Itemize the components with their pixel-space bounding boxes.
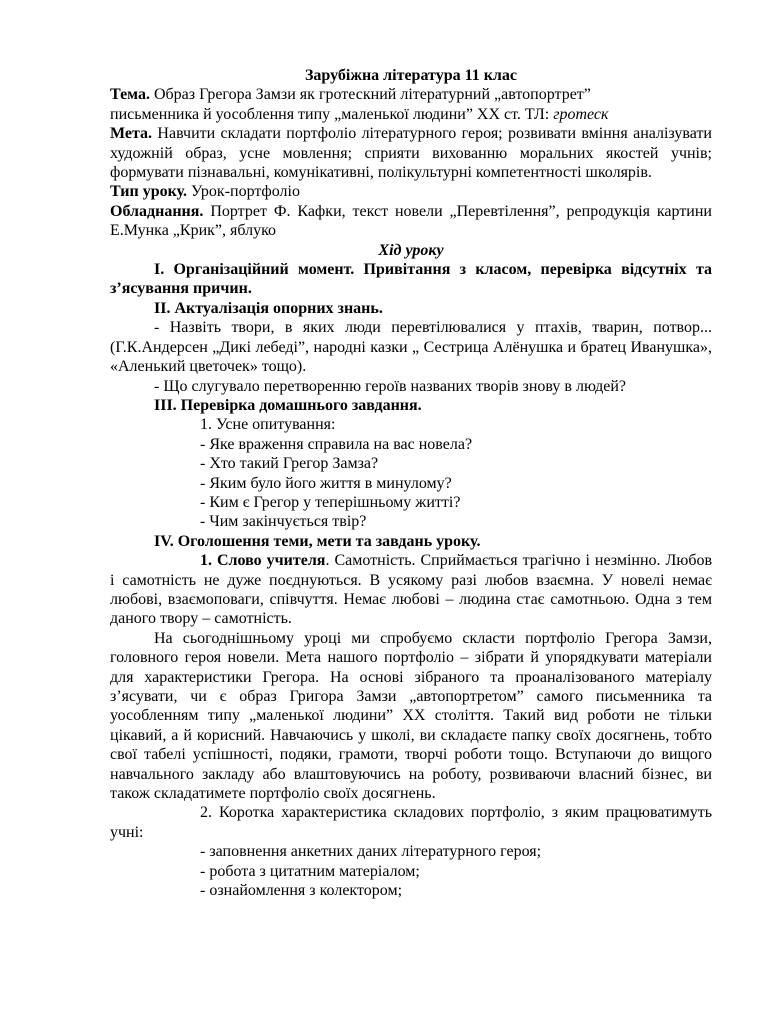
theme-text-line2: письменника й уособлення типу „маленької людини” XX ст. ТЛ: <box>110 105 554 123</box>
goal-label: Мета. <box>110 125 153 143</box>
lesson-type-text: Урок-портфоліо <box>191 183 300 201</box>
section-4-paragraph-2: На сьогоднішньому уроці ми спробуємо скласти портфоліо Грегора Замзи, головного героя новели. Мета нашого портфоліо – зібрати й упорядкувати матеріали для характеристики Грегора. На основі зібраного та проаналізованого матеріалу з’ясувати, чи є образ Григора Замзи „автопортретом” самого письменника та уособленням типу „маленької людини” XX століття. Такий вид роботи не тільки цікавий, а й корисний. Навчаючись у школі, ви складаєте папку своїх досягнень, тобто свої табелі успішності, подяки, грамоти, творчі роботи тощо. Вступаючи до вищого навчального закладу або влаштовуючись на роботу, розвиваючи власний бізнес, ви також складатимете портфоліо своїх досягнень. <box>110 629 712 803</box>
theme-label: Тема. <box>110 86 150 104</box>
section-1-heading: I. Організаційний момент. Привітання з класом, перевірка відсутніх та з’ясування причин. <box>110 261 712 298</box>
list-item: - робота з цитатним матеріалом; <box>200 862 420 880</box>
section-4-paragraph-3: 2. Коротка характеристика складових портфоліо, з яким працюватимуть учні: <box>110 804 712 841</box>
theme-text-line1: Образ Грегора Замзи як гротескний літературний „автопортрет” <box>153 86 591 104</box>
lesson-type-label: Тип уроку. <box>110 183 187 201</box>
list-item: - Хто такий Грегор Замза? <box>200 455 379 473</box>
section-2-heading: II. Актуалізація опорних знань. <box>154 299 383 317</box>
theme-term: гротеск <box>553 105 609 123</box>
section-4-paragraph-1 <box>110 551 712 629</box>
goal-text: Навчити складати портфоліо літературного героя; розвивати вміння аналізувати художній образ, усне мовлення; сприяти вихованню моральних якостей учнів; формувати пізнавальні, комунікативні, полікультурні компетентності школярів. <box>110 125 712 182</box>
goal-paragraph <box>110 124 712 182</box>
equipment-paragraph <box>110 202 712 241</box>
lesson-flow-heading: Хід уроку <box>378 241 444 259</box>
list-item: - Яке враження справила на вас новела? <box>200 435 473 453</box>
list-item: - Чим закінчується твір? <box>200 513 367 531</box>
equipment-text: Портрет Ф. Кафки, текст новели „Перевтілення”, репродукція картини Е.Мунка „Крик”, яблуко <box>110 202 712 240</box>
theme-paragraph <box>110 85 712 104</box>
equipment-label: Обладнання. <box>110 202 204 220</box>
list-item: - Яким було його життя в минулому? <box>200 474 452 492</box>
section-2-question-2: - Що слугувало перетворенню героїв названих творів знову в людей? <box>154 377 626 395</box>
theme-line2 <box>110 105 712 124</box>
teacher-word-text: . Самотність. Сприймається трагічно і незмінно. Любов і самотність не дуже поєднуються. В усякому разі любов взаємна. У новелі немає любові, взаємоповаги, співчуття. Немає любові – людина стає самотньою. Одна з тем даного твору – самотність. <box>110 552 713 628</box>
lesson-type-paragraph <box>110 182 712 201</box>
list-item: - Ким є Грегор у теперішньому житті? <box>200 493 461 511</box>
section-2-question-1: - Назвіть твори, в яких люди перевтілювалися у птахів, тварин, потвор... (Г.К.Андерсен „Дикі лебеді”, народні казки „ Сестрица Алёнушка и братец Иванушка», «Аленький цветочек» тощо). <box>110 319 712 376</box>
list-item: - ознайомлення з колектором; <box>200 882 403 900</box>
list-item: - заповнення анкетних даних літературного героя; <box>200 843 542 861</box>
section-4-heading: IV. Оголошення теми, мети та завдань уроку. <box>154 532 481 550</box>
list-item: 1. Усне опитування: <box>200 416 336 434</box>
section-4-list <box>110 842 712 900</box>
section-3-heading: III. Перевірка домашнього завдання. <box>154 396 422 414</box>
teacher-word-label: 1. Слово учителя <box>200 552 326 570</box>
document-title: Зарубіжна література 11 клас <box>304 67 517 84</box>
section-3-list <box>110 415 712 531</box>
